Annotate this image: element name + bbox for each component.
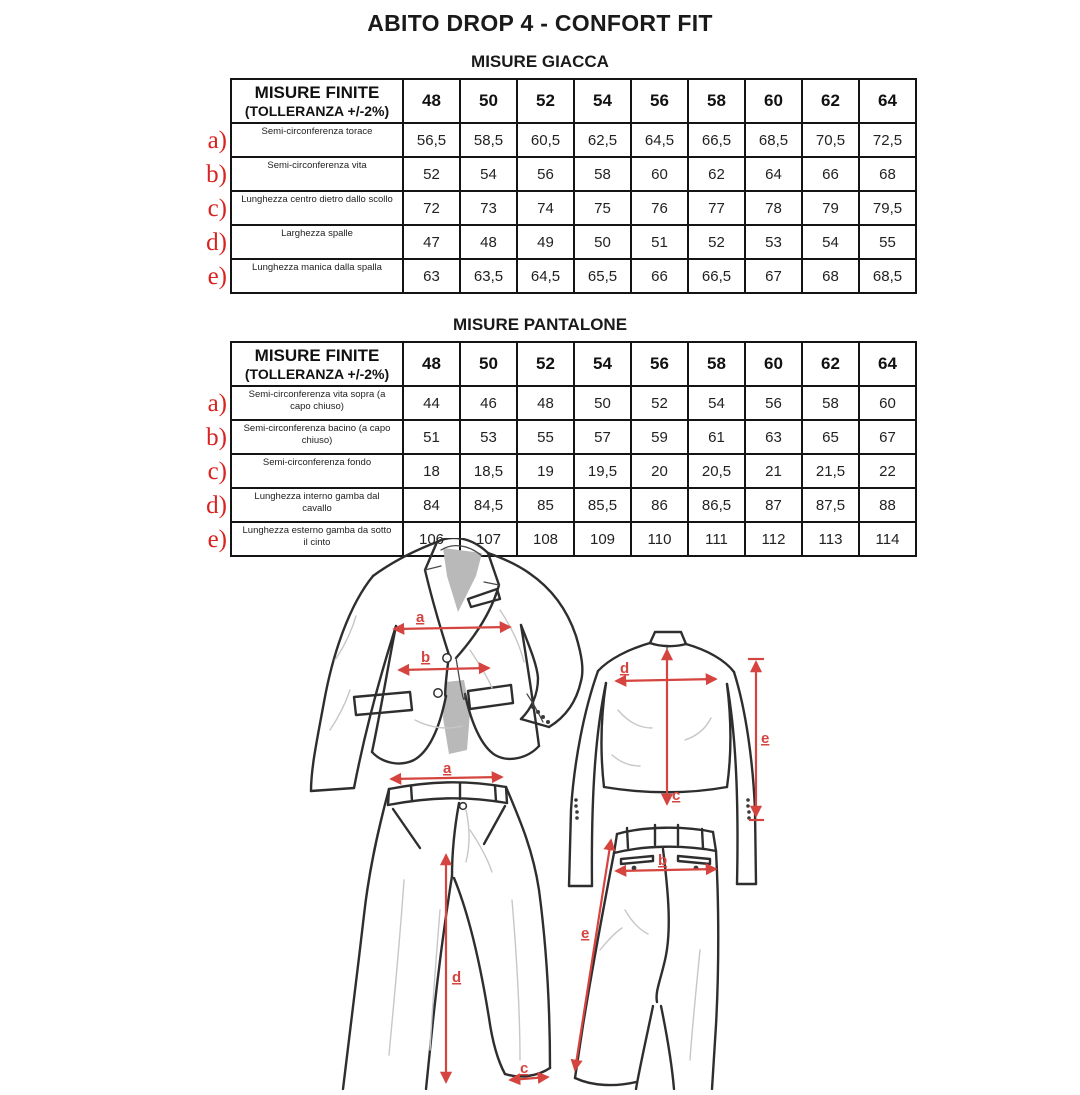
header-row [196, 79, 916, 123]
row-letter: c) [207, 457, 227, 485]
measure-row [196, 488, 916, 522]
jacket-back-label-d: d [620, 660, 630, 677]
measure-value-cell: 20,5 [688, 454, 745, 488]
trousers-front-label-a: a [443, 760, 452, 777]
measure-value-cell: 68,5 [745, 123, 802, 157]
size-column-header: 54 [574, 342, 631, 386]
size-column-header: 62 [802, 79, 859, 123]
measure-value-cell: 74 [517, 191, 574, 225]
measure-label: Semi-circonferenza bacino (a capo chiuso) [231, 420, 403, 454]
measure-value-cell: 84 [403, 488, 460, 522]
measure-value-cell: 21,5 [802, 454, 859, 488]
measure-value-cell: 62 [688, 157, 745, 191]
trousers-front-label-d: d [452, 969, 462, 986]
size-column-header: 62 [802, 342, 859, 386]
finished-measures-header [231, 79, 403, 123]
measure-value-cell: 63 [403, 259, 460, 293]
measure-value-cell: 51 [631, 225, 688, 259]
measure-value-cell: 107 [460, 522, 517, 556]
row-letter: d) [206, 491, 227, 519]
measure-value-cell: 55 [517, 420, 574, 454]
measure-value-cell: 64 [745, 157, 802, 191]
jacket-size-table [196, 78, 917, 294]
measure-value-cell: 63 [745, 420, 802, 454]
trousers-back-measure-b [616, 852, 716, 871]
size-column-header: 56 [631, 342, 688, 386]
jacket-back-measure-e [748, 659, 769, 820]
measure-value-cell: 87,5 [802, 488, 859, 522]
measure-value-cell: 85 [517, 488, 574, 522]
measure-value-cell: 114 [859, 522, 916, 556]
measure-row [196, 191, 916, 225]
jacket-front-label-a: a [416, 609, 425, 626]
jacket-back-measure-c [667, 650, 680, 804]
row-letter: a) [207, 126, 227, 154]
measure-value-cell: 22 [859, 454, 916, 488]
measure-value-cell: 110 [631, 522, 688, 556]
measure-value-cell: 54 [460, 157, 517, 191]
measure-row [196, 420, 916, 454]
measure-value-cell: 49 [517, 225, 574, 259]
measure-value-cell: 58 [574, 157, 631, 191]
measurement-diagram [0, 538, 1080, 1090]
measure-value-cell: 86,5 [688, 488, 745, 522]
measure-value-cell: 68,5 [859, 259, 916, 293]
row-letter: b) [206, 423, 227, 451]
measure-label: Lunghezza centro dietro dallo scollo [231, 191, 403, 225]
measure-value-cell: 72 [403, 191, 460, 225]
measure-label: Lunghezza esterno gamba da sotto il cinto [231, 522, 403, 556]
size-column-header: 58 [688, 342, 745, 386]
measure-value-cell: 67 [745, 259, 802, 293]
measure-value-cell: 20 [631, 454, 688, 488]
size-column-header: 64 [859, 342, 916, 386]
measure-value-cell: 66,5 [688, 259, 745, 293]
trouser-size-table [196, 341, 917, 557]
measure-value-cell: 19 [517, 454, 574, 488]
measure-value-cell: 18 [403, 454, 460, 488]
measure-value-cell: 60 [631, 157, 688, 191]
jacket-front-measure-a [394, 609, 510, 629]
size-column-header: 52 [517, 79, 574, 123]
measure-value-cell: 51 [403, 420, 460, 454]
jacket-table-title: MISURE GIACCA [471, 52, 609, 71]
header-tolerance-line: (TOLLERANZA +/-2%) [244, 365, 390, 382]
size-column-header: 56 [631, 79, 688, 123]
measure-value-cell: 86 [631, 488, 688, 522]
row-letter: e) [207, 525, 227, 553]
measure-value-cell: 48 [460, 225, 517, 259]
jacket-front-drawing [311, 538, 582, 791]
measure-value-cell: 59 [631, 420, 688, 454]
measure-label: Lunghezza manica dalla spalla [231, 259, 403, 293]
measure-value-cell: 66 [802, 157, 859, 191]
measure-value-cell: 61 [688, 420, 745, 454]
measure-row [196, 157, 916, 191]
measure-value-cell: 87 [745, 488, 802, 522]
trousers-front-label-c: c [520, 1060, 529, 1077]
measure-value-cell: 111 [688, 522, 745, 556]
measure-value-cell: 21 [745, 454, 802, 488]
measure-value-cell: 56,5 [403, 123, 460, 157]
measure-row [196, 123, 916, 157]
measure-value-cell: 84,5 [460, 488, 517, 522]
measure-value-cell: 60,5 [517, 123, 574, 157]
row-letter: b) [206, 160, 227, 188]
size-column-header: 58 [688, 79, 745, 123]
measure-value-cell: 47 [403, 225, 460, 259]
letter-gutter [196, 342, 231, 386]
measure-value-cell: 56 [517, 157, 574, 191]
header-row [196, 342, 916, 386]
measure-row [196, 259, 916, 293]
size-column-header: 54 [574, 79, 631, 123]
measure-value-cell: 112 [745, 522, 802, 556]
measure-value-cell: 54 [688, 386, 745, 420]
measure-value-cell: 52 [403, 157, 460, 191]
measure-value-cell: 53 [745, 225, 802, 259]
measure-value-cell: 68 [859, 157, 916, 191]
row-letter: d) [206, 228, 227, 256]
measure-value-cell: 72,5 [859, 123, 916, 157]
measure-value-cell: 53 [460, 420, 517, 454]
measure-value-cell: 109 [574, 522, 631, 556]
measure-value-cell: 52 [631, 386, 688, 420]
measure-value-cell: 68 [802, 259, 859, 293]
jacket-front-label-b: b [421, 649, 431, 666]
measure-value-cell: 79 [802, 191, 859, 225]
jacket-back-label-e: e [761, 730, 770, 747]
measure-value-cell: 78 [745, 191, 802, 225]
measure-value-cell: 65 [802, 420, 859, 454]
measure-value-cell: 85,5 [574, 488, 631, 522]
header-tolerance-line: (TOLLERANZA +/-2%) [244, 102, 390, 119]
size-column-header: 52 [517, 342, 574, 386]
measure-value-cell: 108 [517, 522, 574, 556]
measure-value-cell: 58,5 [460, 123, 517, 157]
measure-value-cell: 54 [802, 225, 859, 259]
trousers-back-drawing [575, 825, 718, 1089]
measure-value-cell: 66,5 [688, 123, 745, 157]
measure-value-cell: 56 [745, 386, 802, 420]
row-letter: e) [207, 262, 227, 290]
size-chart-page [0, 10, 1080, 1090]
measure-value-cell: 60 [859, 386, 916, 420]
size-column-header: 60 [745, 342, 802, 386]
measure-row [196, 225, 916, 259]
measure-value-cell: 19,5 [574, 454, 631, 488]
measure-value-cell: 106 [403, 522, 460, 556]
measure-value-cell: 66 [631, 259, 688, 293]
measure-value-cell: 50 [574, 225, 631, 259]
measure-label: Semi-circonferenza fondo [231, 454, 403, 488]
measure-value-cell: 88 [859, 488, 916, 522]
measure-value-cell: 75 [574, 191, 631, 225]
measure-value-cell: 65,5 [574, 259, 631, 293]
measure-label: Lunghezza interno gamba dal cavallo [231, 488, 403, 522]
measure-label: Semi-circonferenza vita sopra (a capo chiuso) [231, 386, 403, 420]
measure-value-cell: 64,5 [631, 123, 688, 157]
measure-value-cell: 55 [859, 225, 916, 259]
measure-value-cell: 46 [460, 386, 517, 420]
measure-value-cell: 18,5 [460, 454, 517, 488]
row-letter: c) [207, 194, 227, 222]
measure-value-cell: 73 [460, 191, 517, 225]
measure-value-cell: 62,5 [574, 123, 631, 157]
measure-value-cell: 63,5 [460, 259, 517, 293]
header-title-line: MISURE FINITE [254, 83, 380, 103]
measure-value-cell: 58 [802, 386, 859, 420]
size-column-header: 50 [460, 342, 517, 386]
garment-diagram-svg [0, 538, 1080, 1090]
jacket-back-label-c: c [672, 787, 681, 804]
measure-value-cell: 76 [631, 191, 688, 225]
row-letter: a) [207, 389, 227, 417]
trousers-front-drawing [343, 760, 550, 1089]
measure-row [196, 386, 916, 420]
measure-value-cell: 57 [574, 420, 631, 454]
measure-value-cell: 64,5 [517, 259, 574, 293]
measure-value-cell: 70,5 [802, 123, 859, 157]
trousers-back-label-e: e [581, 925, 590, 942]
size-column-header: 64 [859, 79, 916, 123]
measure-label: Semi-circonferenza vita [231, 157, 403, 191]
page-title: ABITO DROP 4 - CONFORT FIT [367, 10, 713, 36]
measure-value-cell: 44 [403, 386, 460, 420]
measure-value-cell: 50 [574, 386, 631, 420]
measure-label: Larghezza spalle [231, 225, 403, 259]
size-column-header: 48 [403, 79, 460, 123]
measure-value-cell: 52 [688, 225, 745, 259]
trouser-table-title: MISURE PANTALONE [452, 315, 628, 334]
letter-gutter [196, 79, 231, 123]
measure-row [196, 454, 916, 488]
measure-value-cell: 77 [688, 191, 745, 225]
finished-measures-header [231, 342, 403, 386]
trousers-back-label-b: b [658, 852, 668, 869]
measure-value-cell: 113 [802, 522, 859, 556]
measure-value-cell: 48 [517, 386, 574, 420]
measure-label: Semi-circonferenza torace [231, 123, 403, 157]
size-column-header: 60 [745, 79, 802, 123]
measure-value-cell: 67 [859, 420, 916, 454]
size-column-header: 48 [403, 342, 460, 386]
measure-value-cell: 79,5 [859, 191, 916, 225]
size-column-header: 50 [460, 79, 517, 123]
header-title-line: MISURE FINITE [254, 346, 380, 366]
